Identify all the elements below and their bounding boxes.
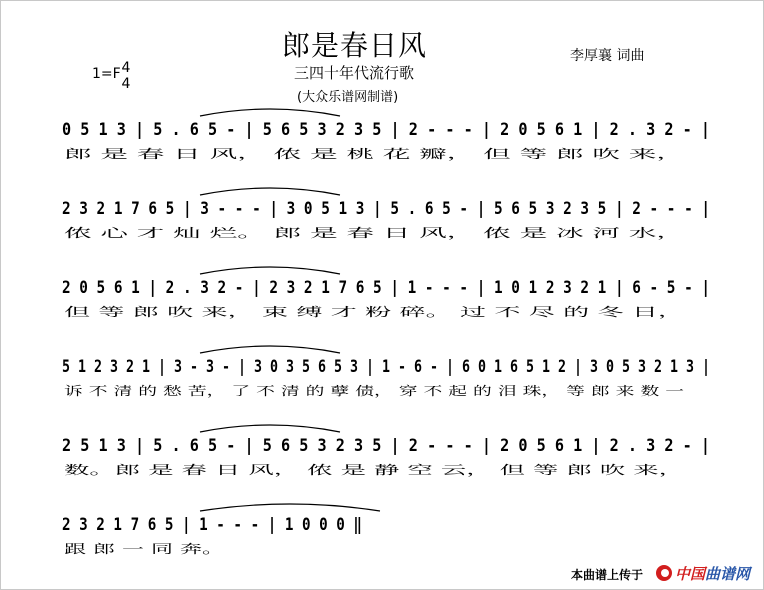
time-signature-bottom: 4 bbox=[121, 76, 131, 92]
note-line: 2 0 5 6 1 | 2 . 3 2 - | 2 3 2 1 7 6 5 | 1 - - - | 1 0 1 2 3 2 1 | 6 - 5 - | bbox=[62, 278, 710, 298]
slur-mark bbox=[200, 346, 340, 353]
score-source: (大众乐谱网制谱) bbox=[297, 90, 399, 105]
note-line: 2 3 2 1 7 6 5 | 1 - - - | 1 0 0 0 ‖ bbox=[62, 515, 362, 535]
lyric-line: 数。郎 是 春 日 风， 侬 是 静 空 云， 但 等 郎 吹 来， bbox=[64, 463, 358, 477]
score-system-2 bbox=[62, 188, 710, 240]
slur-mark bbox=[200, 425, 340, 432]
site-logo bbox=[656, 563, 756, 583]
note-line: 0 5 1 3 | 5 . 6 5 - | 5 6 5 3 2 3 5 | 2 - - - | 2 0 5 6 1 | 2 . 3 2 - | bbox=[62, 120, 710, 140]
slur-mark bbox=[200, 109, 340, 116]
score-system-4 bbox=[62, 346, 710, 398]
slur-mark bbox=[200, 504, 380, 511]
key-signature: 1=F bbox=[92, 66, 121, 82]
time-signature-top: 4 bbox=[121, 60, 131, 76]
lyric-line: 但 等 郎 吹 来， 束 缚 才 粉 碎。 过 不 尽 的 冬 日， bbox=[64, 305, 350, 319]
score-system-5 bbox=[62, 425, 710, 477]
slur-mark bbox=[200, 267, 340, 274]
slur-mark bbox=[200, 188, 340, 195]
score-system-3 bbox=[62, 267, 710, 319]
composer-lyricist: 李厚襄 词曲 bbox=[570, 48, 645, 64]
lyric-line: 侬 心 才 灿 烂。 郎 是 春 日 风， 侬 是 冰 河 水， bbox=[64, 226, 334, 240]
score-system-6 bbox=[62, 504, 380, 556]
upload-caption: 本曲谱上传于 bbox=[571, 568, 644, 582]
song-title: 郎是春日风 bbox=[282, 29, 428, 62]
site-logo-icon bbox=[656, 565, 672, 581]
note-line: 5 1 2 3 2 1 | 3 - 3 - | 3 0 3 5 6 5 3 | 1 - 6 - | 6 0 1 6 5 1 2 | 3 0 5 3 2 1 3 | bbox=[62, 357, 710, 377]
score-system-1 bbox=[62, 109, 710, 161]
note-line: 2 3 2 1 7 6 5 | 3 - - - | 3 0 5 1 3 | 5 . 6 5 - | 5 6 5 3 2 3 5 | 2 - - - | bbox=[62, 199, 710, 219]
lyric-line: 诉 不 清 的 愁 苦， 了 不 清 的 孽 债， 穿 不 起 的 泪 珠， 等 郎 来 数 一 bbox=[64, 384, 460, 398]
lyric-line: 郎 是 春 日 风， 侬 是 桃 花 瓣， 但 等 郎 吹 来， bbox=[64, 147, 334, 161]
site-logo-text: 中国曲谱网 bbox=[675, 565, 751, 583]
song-subtitle: 三四十年代流行歌 bbox=[294, 64, 415, 82]
lyric-line: 跟 郎 一 同 奔。 bbox=[64, 542, 152, 556]
note-line: 2 5 1 3 | 5 . 6 5 - | 5 6 5 3 2 3 5 | 2 - - - | 2 0 5 6 1 | 2 . 3 2 - | bbox=[62, 436, 710, 456]
